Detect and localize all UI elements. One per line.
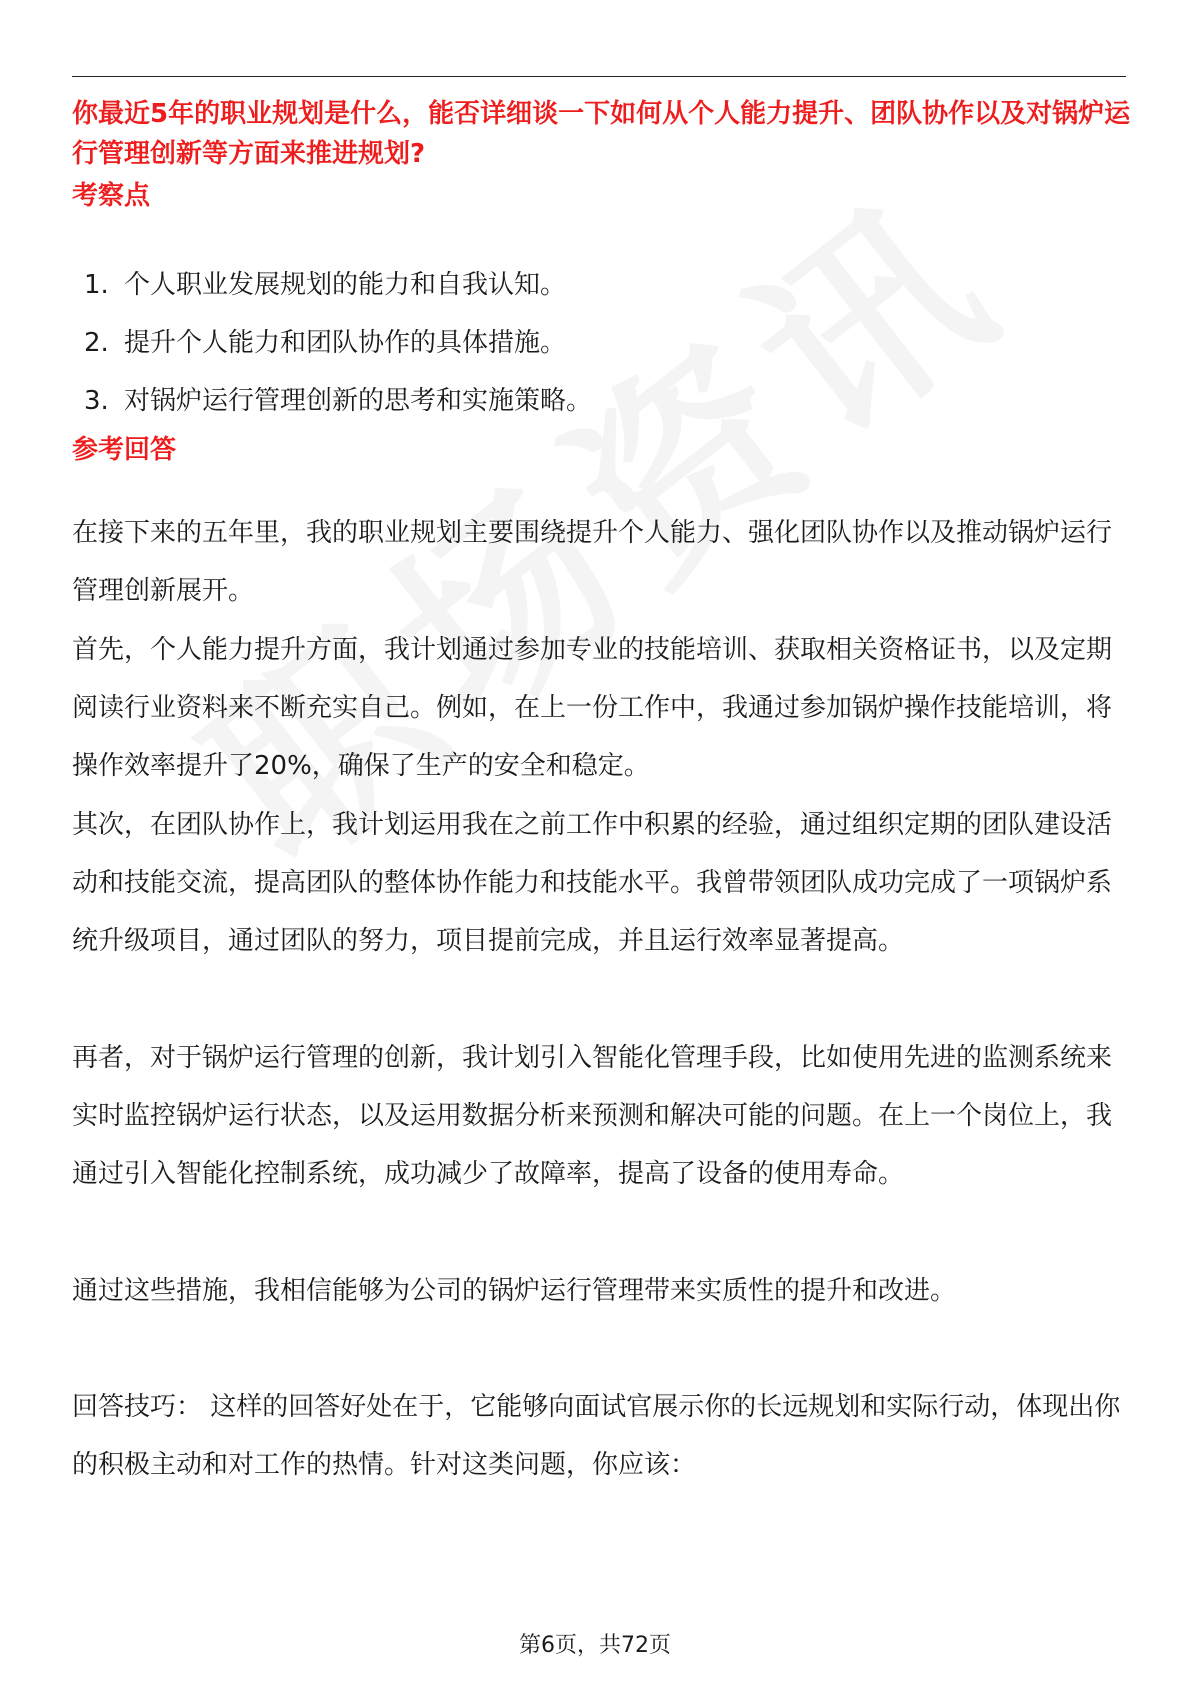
question-heading: 你最近5年的职业规划是什么，能否详细谈一下如何从个人能力提升、团队协作以及对锅炉运行管理创新等方面来推进规划? — [72, 99, 1131, 169]
list-number: 3. — [84, 386, 109, 416]
list-number: 1. — [84, 270, 109, 300]
list-text: 对锅炉运行管理创新的思考和实施策略。 — [124, 386, 593, 416]
list-number: 2. — [84, 328, 109, 358]
examine-section-title: 考察点 — [72, 181, 151, 211]
list-text: 提升个人能力和团队协作的具体措施。 — [124, 328, 567, 358]
list-item — [84, 323, 592, 381]
examine-list — [84, 265, 592, 439]
answer-section-title: 参考回答 — [72, 435, 177, 465]
page-number: 第6页，共72页 — [519, 1633, 671, 1658]
list-item — [84, 265, 592, 323]
header-rule — [72, 76, 1126, 77]
answer-paragraph: 其次，在团队协作上，我计划运用我在之前工作中积累的经验，通过组织定期的团队建设活动和技能交流，提高团队的整体协作能力和技能水平。我曾带领团队成功完成了一项锅炉系统升级项目，通过团队的努力，项目提前完成，并且运行效率显著提高。 — [72, 810, 1113, 956]
answer-paragraph: 再者，对于锅炉运行管理的创新，我计划引入智能化管理手段，比如使用先进的监测系统来实时监控锅炉运行状态，以及运用数据分析来预测和解决可能的问题。在上一个岗位上，我通过引入智能化控制系统，成功减少了故障率，提高了设备的使用寿命。 — [72, 1043, 1113, 1189]
answer-paragraph: 在接下来的五年里，我的职业规划主要围绕提升个人能力、强化团队协作以及推动锅炉运行管理创新展开。 — [72, 518, 1113, 606]
answer-tips-paragraph: 回答技巧： 这样的回答好处在于，它能够向面试官展示你的长远规划和实际行动，体现出你的积极主动和对工作的热情。针对这类问题，你应该： — [72, 1392, 1121, 1480]
answer-paragraph: 通过这些措施，我相信能够为公司的锅炉运行管理带来实质性的提升和改进。 — [72, 1276, 957, 1306]
list-text: 个人职业发展规划的能力和自我认知。 — [124, 270, 567, 300]
answer-paragraph: 首先，个人能力提升方面，我计划通过参加专业的技能培训、获取相关资格证书，以及定期阅读行业资料来不断充实自己。例如，在上一份工作中，我通过参加锅炉操作技能培训，将操作效率提升了20%，确保了生产的安全和稳定。 — [72, 635, 1113, 781]
